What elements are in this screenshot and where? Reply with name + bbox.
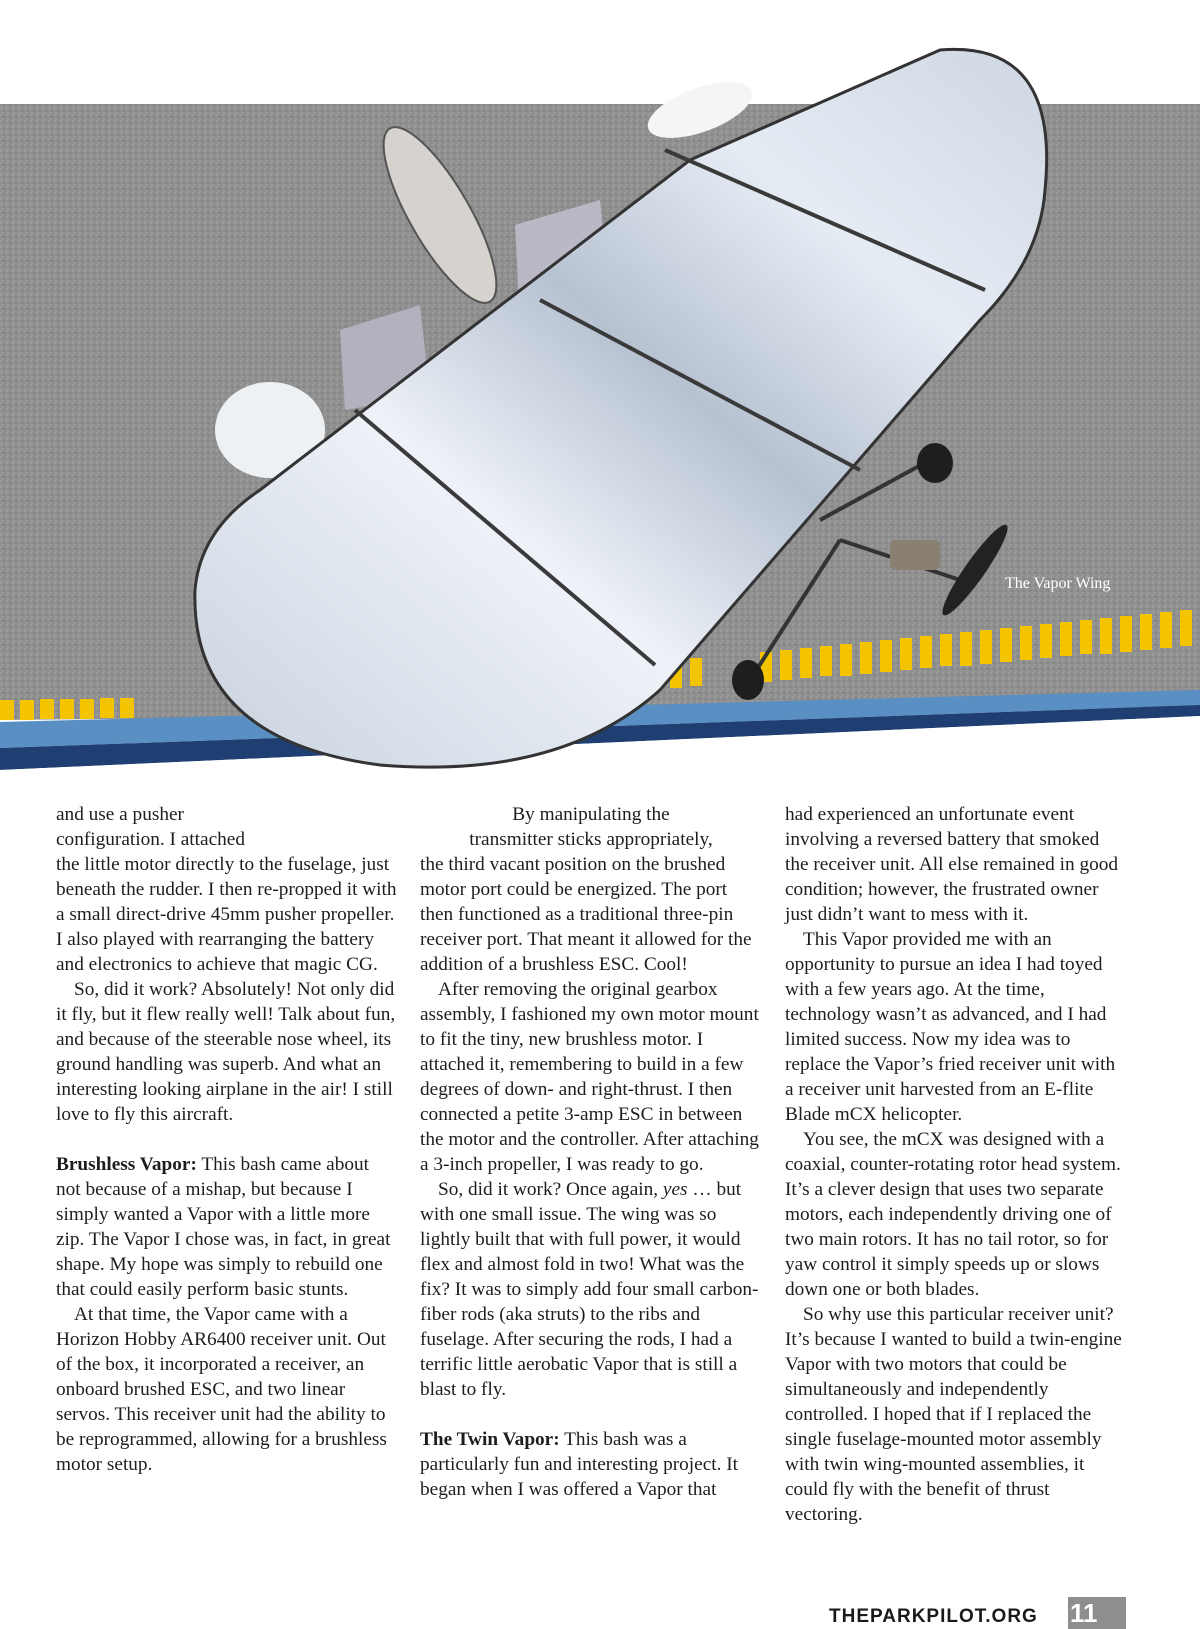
section-heading: Brushless Vapor: (56, 1154, 197, 1175)
page-number: 11 (1068, 1597, 1126, 1629)
section-heading: The Twin Vapor: (420, 1429, 560, 1450)
column-3 (785, 802, 1127, 1527)
paragraph-text: … but with one small issue. The wing was so lightly built that with full power, it would flex and almost fold in two! What was the fix? It was to simply add four small carbon-fiber rods (aka struts) to the ribs and fuselage. After securing the rods, I had a terrific little aerobatic Vapor that is still a blast to fly. (420, 1179, 759, 1400)
paragraph: So, did it work? Absolutely! Not only did it fly, but it flew really well! Talk about fun, and because of the steerable nose wheel, its ground handling was superb. And what an interesting looking airplane in the air! I still love to fly this aircraft. (56, 979, 396, 1125)
footer-site-url: THEPARKPILOT.ORG (829, 1606, 1038, 1627)
paragraph-wrap-text: By manipulating the (512, 804, 670, 825)
section-paragraph (420, 1427, 762, 1502)
paragraph-wrap-text: and use a pusher configuration. I attached (56, 804, 245, 850)
paragraph-text: So, did it work? Once again, (438, 1179, 663, 1200)
paragraph: You see, the mCX was designed with a coaxial, counter-rotating rotor head system. It’s a clever design that uses two separate motors, each independently driving one of two main rotors. It has no tail rotor, so for yaw control it simply speeds up or slows down one or both blades. (785, 1129, 1121, 1300)
paragraph-text: This bash came about not because of a mishap, but because I simply wanted a Vapor with a little more zip. The Vapor I chose was, in fact, in great shape. My hope was simply to rebuild one that could easily perform basic stunts. (56, 1154, 391, 1300)
paragraph-text: the little motor directly to the fuselage, just beneath the rudder. I then re-propped it with a small direct-drive 45mm pusher propeller. I also played with rearranging the battery and electronics to achieve that magic CG. (56, 854, 397, 975)
section-paragraph (56, 1152, 398, 1302)
paragraph: At that time, the Vapor came with a Horizon Hobby AR6400 receiver unit. Out of the box, it incorporated a receiver, an onboard brushed ESC, and two linear servos. This receiver unit had the ability to be reprogrammed, allowing for a brushless motor setup. (56, 1304, 387, 1475)
paragraph-text: This bash was a particularly fun and interesting project. It began when I was offered a Vapor that (420, 1429, 739, 1500)
paragraph: After removing the original gearbox assembly, I fashioned my own motor mount to fit the tiny, new brushless motor. I attached it, remembering to build in a few degrees of down- and right-thrust. I then connected a petite 3-amp ESC in between the motor and the controller. After attaching a 3-inch propeller, I was ready to go. (420, 979, 759, 1175)
emphasis: yes (662, 1179, 688, 1200)
paragraph (420, 1177, 762, 1402)
photo-caption: The Vapor Wing (1005, 575, 1111, 592)
paragraph (420, 802, 762, 977)
paragraph-text: the third vacant position on the brushed motor port could be energized. The port then functioned as a traditional three-pin receiver port. That meant it allowed for the addition of a brushless ESC. Cool! (420, 854, 752, 975)
vapor-wing-photo (0, 0, 1200, 800)
column-1 (56, 802, 398, 1477)
paragraph: This Vapor provided me with an opportunity to pursue an idea I had toyed with a few years ago. At the time, technology wasn’t as advanced, and I had limited success. Now my idea was to replace the Vapor’s fried receiver unit with a receiver unit harvested from an E-flite Blade mCX helicopter. (785, 929, 1116, 1125)
paragraph: had experienced an unfortunate event involving a reversed battery that smoked the receiver unit. All else remained in good condition; however, the frustrated owner just didn’t want to mess with it. (785, 804, 1119, 925)
column-2 (420, 802, 762, 1502)
paragraph-wrap-text: transmitter sticks appropriately, (469, 829, 713, 850)
hero-photo (0, 0, 1200, 800)
paragraph (56, 802, 398, 977)
paragraph: So why use this particular receiver unit? It’s because I wanted to build a twin-engine Vapor with two motors that could be simultaneously and independently controlled. I hoped that if I replaced the single fuselage-mounted motor assembly with twin wing-mounted assemblies, it could fly with the benefit of thrust vectoring. (785, 1304, 1122, 1525)
